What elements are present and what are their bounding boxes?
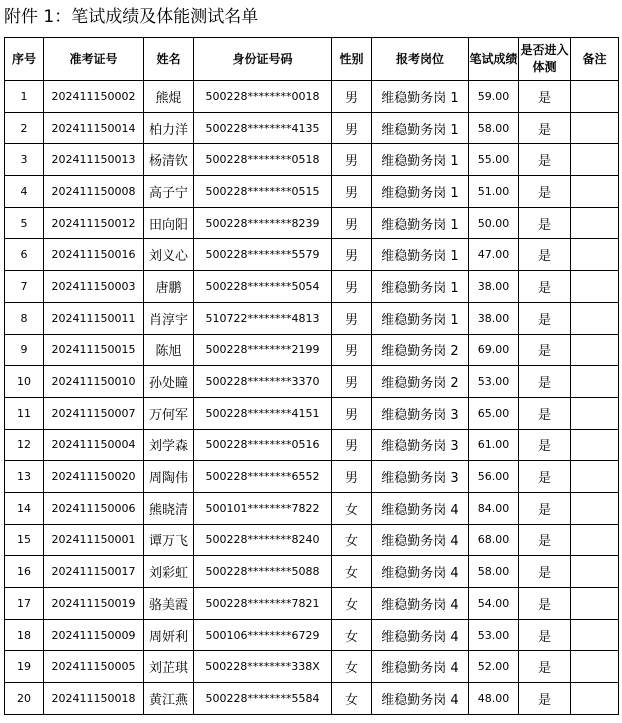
cell-position: 维稳勤务岗 1: [372, 207, 469, 239]
cell-enter: 是: [519, 207, 571, 239]
cell-position: 维稳勤务岗 2: [372, 334, 469, 366]
cell-no: 20: [5, 683, 44, 715]
cell-remark: [571, 271, 619, 303]
cell-no: 7: [5, 271, 44, 303]
cell-name: 刘芷琪: [144, 651, 194, 683]
cell-remark: [571, 397, 619, 429]
cell-enter: 是: [519, 429, 571, 461]
cell-id-card: 500228********5579: [194, 239, 332, 271]
cell-score: 58.00: [469, 556, 519, 588]
cell-score: 48.00: [469, 683, 519, 715]
cell-position: 维稳勤务岗 4: [372, 556, 469, 588]
cell-score: 38.00: [469, 271, 519, 303]
cell-exam-id: 202411150007: [44, 397, 144, 429]
cell-score: 69.00: [469, 334, 519, 366]
cell-exam-id: 202411150015: [44, 334, 144, 366]
cell-exam-id: 202411150012: [44, 207, 144, 239]
table-row: [5, 239, 619, 271]
cell-score: 52.00: [469, 651, 519, 683]
table-row: [5, 683, 619, 715]
cell-position: 维稳勤务岗 1: [372, 239, 469, 271]
cell-no: 8: [5, 302, 44, 334]
cell-score: 84.00: [469, 492, 519, 524]
cell-no: 3: [5, 144, 44, 176]
cell-position: 维稳勤务岗 1: [372, 271, 469, 303]
table-row: [5, 112, 619, 144]
cell-score: 59.00: [469, 81, 519, 113]
cell-exam-id: 202411150011: [44, 302, 144, 334]
cell-remark: [571, 176, 619, 208]
cell-no: 17: [5, 588, 44, 620]
cell-position: 维稳勤务岗 2: [372, 366, 469, 398]
cell-gender: 男: [332, 334, 372, 366]
cell-score: 50.00: [469, 207, 519, 239]
cell-position: 维稳勤务岗 1: [372, 302, 469, 334]
table-row: [5, 651, 619, 683]
cell-id-card: 500228********338X: [194, 651, 332, 683]
cell-no: 9: [5, 334, 44, 366]
cell-id-card: 500228********5054: [194, 271, 332, 303]
cell-gender: 女: [332, 524, 372, 556]
cell-remark: [571, 524, 619, 556]
cell-id-card: 500228********0515: [194, 176, 332, 208]
cell-position: 维稳勤务岗 1: [372, 112, 469, 144]
cell-position: 维稳勤务岗 3: [372, 429, 469, 461]
header-id-card: 身份证号码: [194, 38, 332, 81]
cell-id-card: 500228********6552: [194, 461, 332, 493]
cell-remark: [571, 461, 619, 493]
cell-score: 61.00: [469, 429, 519, 461]
cell-id-card: 500228********0516: [194, 429, 332, 461]
cell-gender: 男: [332, 461, 372, 493]
cell-exam-id: 202411150006: [44, 492, 144, 524]
cell-remark: [571, 302, 619, 334]
cell-enter: 是: [519, 366, 571, 398]
cell-enter: 是: [519, 461, 571, 493]
cell-exam-id: 202411150017: [44, 556, 144, 588]
header-name: 姓名: [144, 38, 194, 81]
cell-remark: [571, 112, 619, 144]
cell-exam-id: 202411150020: [44, 461, 144, 493]
cell-name: 黄江燕: [144, 683, 194, 715]
cell-position: 维稳勤务岗 1: [372, 81, 469, 113]
cell-enter: 是: [519, 588, 571, 620]
cell-exam-id: 202411150005: [44, 651, 144, 683]
cell-exam-id: 202411150019: [44, 588, 144, 620]
cell-gender: 女: [332, 619, 372, 651]
cell-name: 肖淳宇: [144, 302, 194, 334]
cell-remark: [571, 556, 619, 588]
header-enter: 是否进入体测: [519, 38, 571, 81]
cell-enter: 是: [519, 397, 571, 429]
cell-exam-id: 202411150001: [44, 524, 144, 556]
cell-name: 孙处瞳: [144, 366, 194, 398]
cell-gender: 女: [332, 651, 372, 683]
cell-remark: [571, 334, 619, 366]
cell-id-card: 510722********4813: [194, 302, 332, 334]
cell-gender: 女: [332, 556, 372, 588]
cell-name: 谭万飞: [144, 524, 194, 556]
cell-exam-id: 202411150018: [44, 683, 144, 715]
cell-gender: 男: [332, 397, 372, 429]
cell-gender: 男: [332, 81, 372, 113]
cell-position: 维稳勤务岗 3: [372, 397, 469, 429]
cell-exam-id: 202411150014: [44, 112, 144, 144]
cell-gender: 男: [332, 366, 372, 398]
cell-position: 维稳勤务岗 3: [372, 461, 469, 493]
table-row: [5, 176, 619, 208]
cell-name: 唐鹏: [144, 271, 194, 303]
cell-name: 杨清钦: [144, 144, 194, 176]
cell-name: 高子宁: [144, 176, 194, 208]
cell-position: 维稳勤务岗 4: [372, 683, 469, 715]
cell-position: 维稳勤务岗 4: [372, 651, 469, 683]
cell-remark: [571, 683, 619, 715]
cell-id-card: 500228********8239: [194, 207, 332, 239]
table-row: [5, 492, 619, 524]
cell-id-card: 500228********0018: [194, 81, 332, 113]
cell-enter: 是: [519, 176, 571, 208]
cell-no: 6: [5, 239, 44, 271]
header-gender: 性别: [332, 38, 372, 81]
cell-gender: 男: [332, 207, 372, 239]
table-row: [5, 334, 619, 366]
cell-no: 1: [5, 81, 44, 113]
cell-name: 陈旭: [144, 334, 194, 366]
header-position: 报考岗位: [372, 38, 469, 81]
cell-name: 万何军: [144, 397, 194, 429]
cell-gender: 男: [332, 176, 372, 208]
cell-gender: 女: [332, 492, 372, 524]
cell-name: 熊晓清: [144, 492, 194, 524]
cell-no: 13: [5, 461, 44, 493]
cell-no: 14: [5, 492, 44, 524]
cell-score: 53.00: [469, 366, 519, 398]
cell-id-card: 500228********4135: [194, 112, 332, 144]
page-title: 附件 1：笔试成绩及体能测试名单: [4, 7, 259, 27]
cell-exam-id: 202411150003: [44, 271, 144, 303]
cell-exam-id: 202411150016: [44, 239, 144, 271]
cell-position: 维稳勤务岗 1: [372, 144, 469, 176]
table-row: [5, 397, 619, 429]
cell-name: 周陶伟: [144, 461, 194, 493]
cell-gender: 男: [332, 271, 372, 303]
cell-enter: 是: [519, 492, 571, 524]
cell-remark: [571, 207, 619, 239]
cell-gender: 男: [332, 429, 372, 461]
cell-gender: 男: [332, 239, 372, 271]
cell-name: 柏力洋: [144, 112, 194, 144]
cell-name: 骆美霞: [144, 588, 194, 620]
cell-name: 田向阳: [144, 207, 194, 239]
cell-exam-id: 202411150008: [44, 176, 144, 208]
cell-score: 58.00: [469, 112, 519, 144]
cell-no: 10: [5, 366, 44, 398]
cell-score: 68.00: [469, 524, 519, 556]
cell-no: 16: [5, 556, 44, 588]
header-exam-id: 准考证号: [44, 38, 144, 81]
cell-enter: 是: [519, 144, 571, 176]
cell-name: 熊焜: [144, 81, 194, 113]
cell-score: 56.00: [469, 461, 519, 493]
table-row: [5, 366, 619, 398]
cell-exam-id: 202411150009: [44, 619, 144, 651]
cell-enter: 是: [519, 112, 571, 144]
cell-no: 4: [5, 176, 44, 208]
cell-enter: 是: [519, 556, 571, 588]
header-score: 笔试成绩: [469, 38, 519, 81]
table-row: [5, 588, 619, 620]
cell-enter: 是: [519, 81, 571, 113]
cell-exam-id: 202411150002: [44, 81, 144, 113]
cell-name: 刘学森: [144, 429, 194, 461]
cell-remark: [571, 619, 619, 651]
cell-remark: [571, 651, 619, 683]
table-row: [5, 207, 619, 239]
table-body: [5, 81, 619, 715]
cell-id-card: 500101********7822: [194, 492, 332, 524]
cell-remark: [571, 144, 619, 176]
header-remark: 备注: [571, 38, 619, 81]
cell-position: 维稳勤务岗 4: [372, 492, 469, 524]
cell-name: 刘义心: [144, 239, 194, 271]
cell-no: 11: [5, 397, 44, 429]
cell-remark: [571, 81, 619, 113]
cell-enter: 是: [519, 302, 571, 334]
cell-gender: 男: [332, 302, 372, 334]
cell-id-card: 500106********6729: [194, 619, 332, 651]
cell-id-card: 500228********7821: [194, 588, 332, 620]
cell-no: 5: [5, 207, 44, 239]
table-row: [5, 619, 619, 651]
cell-enter: 是: [519, 683, 571, 715]
cell-gender: 女: [332, 588, 372, 620]
cell-position: 维稳勤务岗 4: [372, 619, 469, 651]
table-row: [5, 461, 619, 493]
cell-score: 65.00: [469, 397, 519, 429]
table-row: [5, 271, 619, 303]
cell-id-card: 500228********3370: [194, 366, 332, 398]
table-header-row: [5, 38, 619, 81]
table-row: [5, 524, 619, 556]
cell-gender: 女: [332, 683, 372, 715]
cell-score: 38.00: [469, 302, 519, 334]
cell-name: 刘彩虹: [144, 556, 194, 588]
header-no: 序号: [5, 38, 44, 81]
cell-id-card: 500228********5584: [194, 683, 332, 715]
cell-remark: [571, 588, 619, 620]
cell-exam-id: 202411150013: [44, 144, 144, 176]
cell-exam-id: 202411150010: [44, 366, 144, 398]
cell-gender: 男: [332, 144, 372, 176]
cell-score: 47.00: [469, 239, 519, 271]
cell-enter: 是: [519, 524, 571, 556]
cell-id-card: 500228********8240: [194, 524, 332, 556]
cell-enter: 是: [519, 651, 571, 683]
cell-score: 54.00: [469, 588, 519, 620]
cell-id-card: 500228********0518: [194, 144, 332, 176]
cell-enter: 是: [519, 619, 571, 651]
cell-no: 19: [5, 651, 44, 683]
cell-score: 51.00: [469, 176, 519, 208]
cell-position: 维稳勤务岗 1: [372, 176, 469, 208]
cell-score: 53.00: [469, 619, 519, 651]
cell-remark: [571, 429, 619, 461]
cell-enter: 是: [519, 271, 571, 303]
table-row: [5, 429, 619, 461]
cell-name: 周妍利: [144, 619, 194, 651]
cell-position: 维稳勤务岗 4: [372, 524, 469, 556]
cell-no: 18: [5, 619, 44, 651]
cell-id-card: 500228********2199: [194, 334, 332, 366]
cell-enter: 是: [519, 334, 571, 366]
cell-remark: [571, 366, 619, 398]
cell-id-card: 500228********4151: [194, 397, 332, 429]
candidate-table: [4, 37, 619, 715]
cell-score: 55.00: [469, 144, 519, 176]
cell-id-card: 500228********5088: [194, 556, 332, 588]
table-row: [5, 556, 619, 588]
table-row: [5, 302, 619, 334]
cell-no: 12: [5, 429, 44, 461]
table-row: [5, 144, 619, 176]
cell-remark: [571, 492, 619, 524]
cell-gender: 男: [332, 112, 372, 144]
table-row: [5, 81, 619, 113]
cell-remark: [571, 239, 619, 271]
cell-exam-id: 202411150004: [44, 429, 144, 461]
cell-no: 15: [5, 524, 44, 556]
cell-position: 维稳勤务岗 4: [372, 588, 469, 620]
cell-enter: 是: [519, 239, 571, 271]
cell-no: 2: [5, 112, 44, 144]
